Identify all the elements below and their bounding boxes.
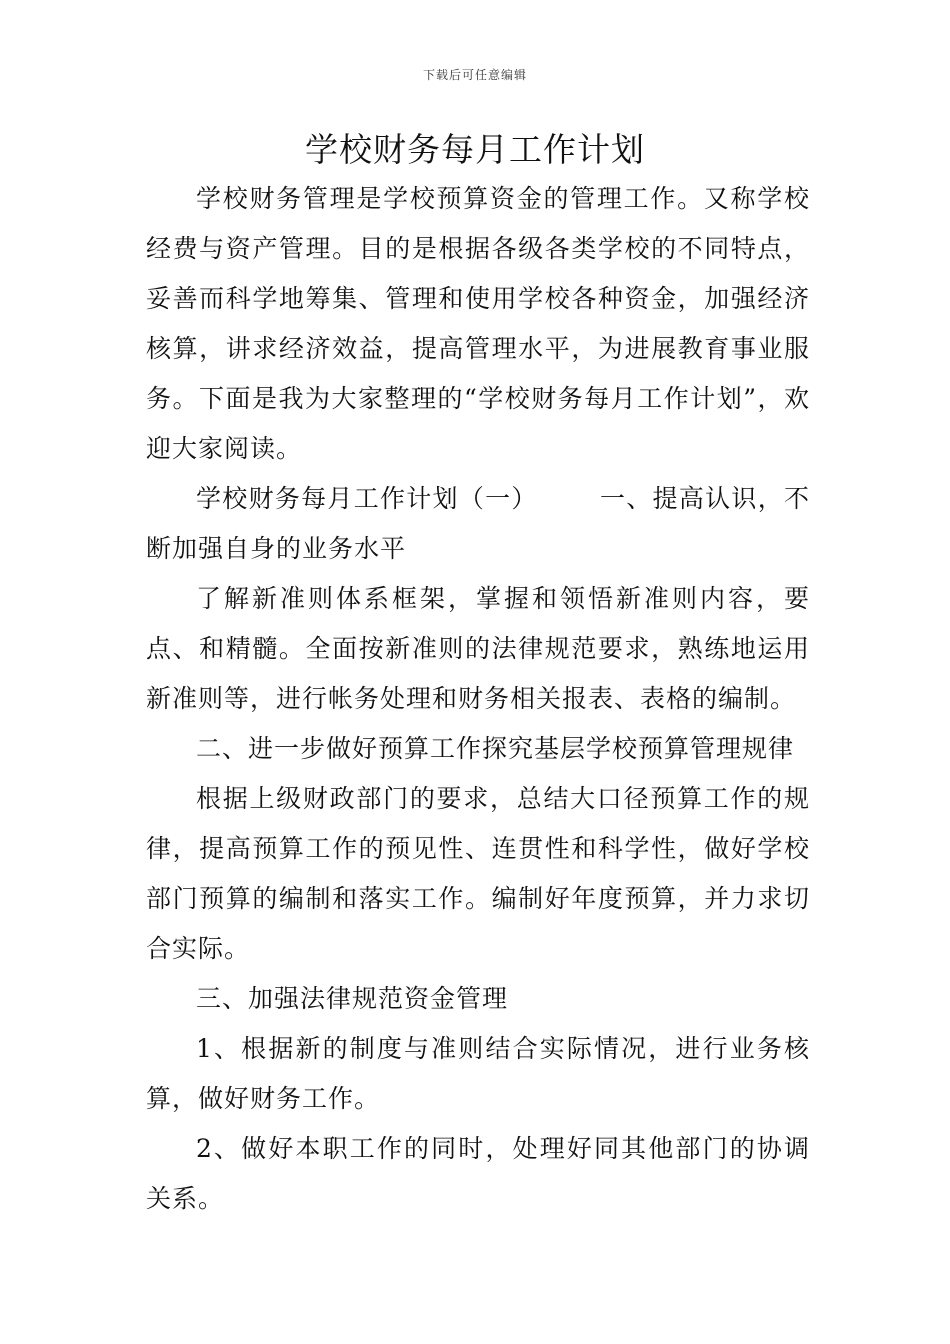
document-body (146, 174, 810, 1224)
section-heading-right: 一、提高认识，不断加强自身的业务水平 (146, 484, 810, 563)
section-heading-left: 学校财务每月工作计划（一） (196, 484, 538, 513)
paragraph-1: 了解新准则体系框架，掌握和领悟新准则内容，要点、和精髓。全面按新准则的法律规范要求，熟练地运用新准则等，进行帐务处理和财务相关报表、表格的编制。 (146, 584, 810, 713)
intro-paragraph: 学校财务管理是学校预算资金的管理工作。又称学校经费与资产管理。目的是根据各级各类学校的不同特点，妥善而科学地筹集、管理和使用学校各种资金，加强经济核算，讲求经济效益，提高管理水平，为进展教育事业服务。下面是我为大家整理的“学校财务每月工作计划”，欢迎大家阅读。 (146, 184, 810, 463)
paragraph-4: 三、加强法律规范资金管理 (196, 984, 509, 1013)
paragraph-6: 2、做好本职工作的同时，处理好同其他部门的协调关系。 (146, 1134, 810, 1213)
header-note: 下载后可任意编辑 (422, 68, 527, 82)
section-heading-line (146, 474, 810, 574)
paragraph-5: 1、根据新的制度与准则结合实际情况，进行业务核算，做好财务工作。 (146, 1034, 810, 1113)
paragraph-3: 根据上级财政部门的要求，总结大口径预算工作的规律，提高预算工作的预见性、连贯性和科学性，做好学校部门预算的编制和落实工作。编制好年度预算，并力求切合实际。 (146, 784, 810, 963)
paragraph-2: 二、进一步做好预算工作探究基层学校预算管理规律 (196, 734, 795, 763)
document-title: 学校财务每月工作计划 (305, 130, 645, 169)
